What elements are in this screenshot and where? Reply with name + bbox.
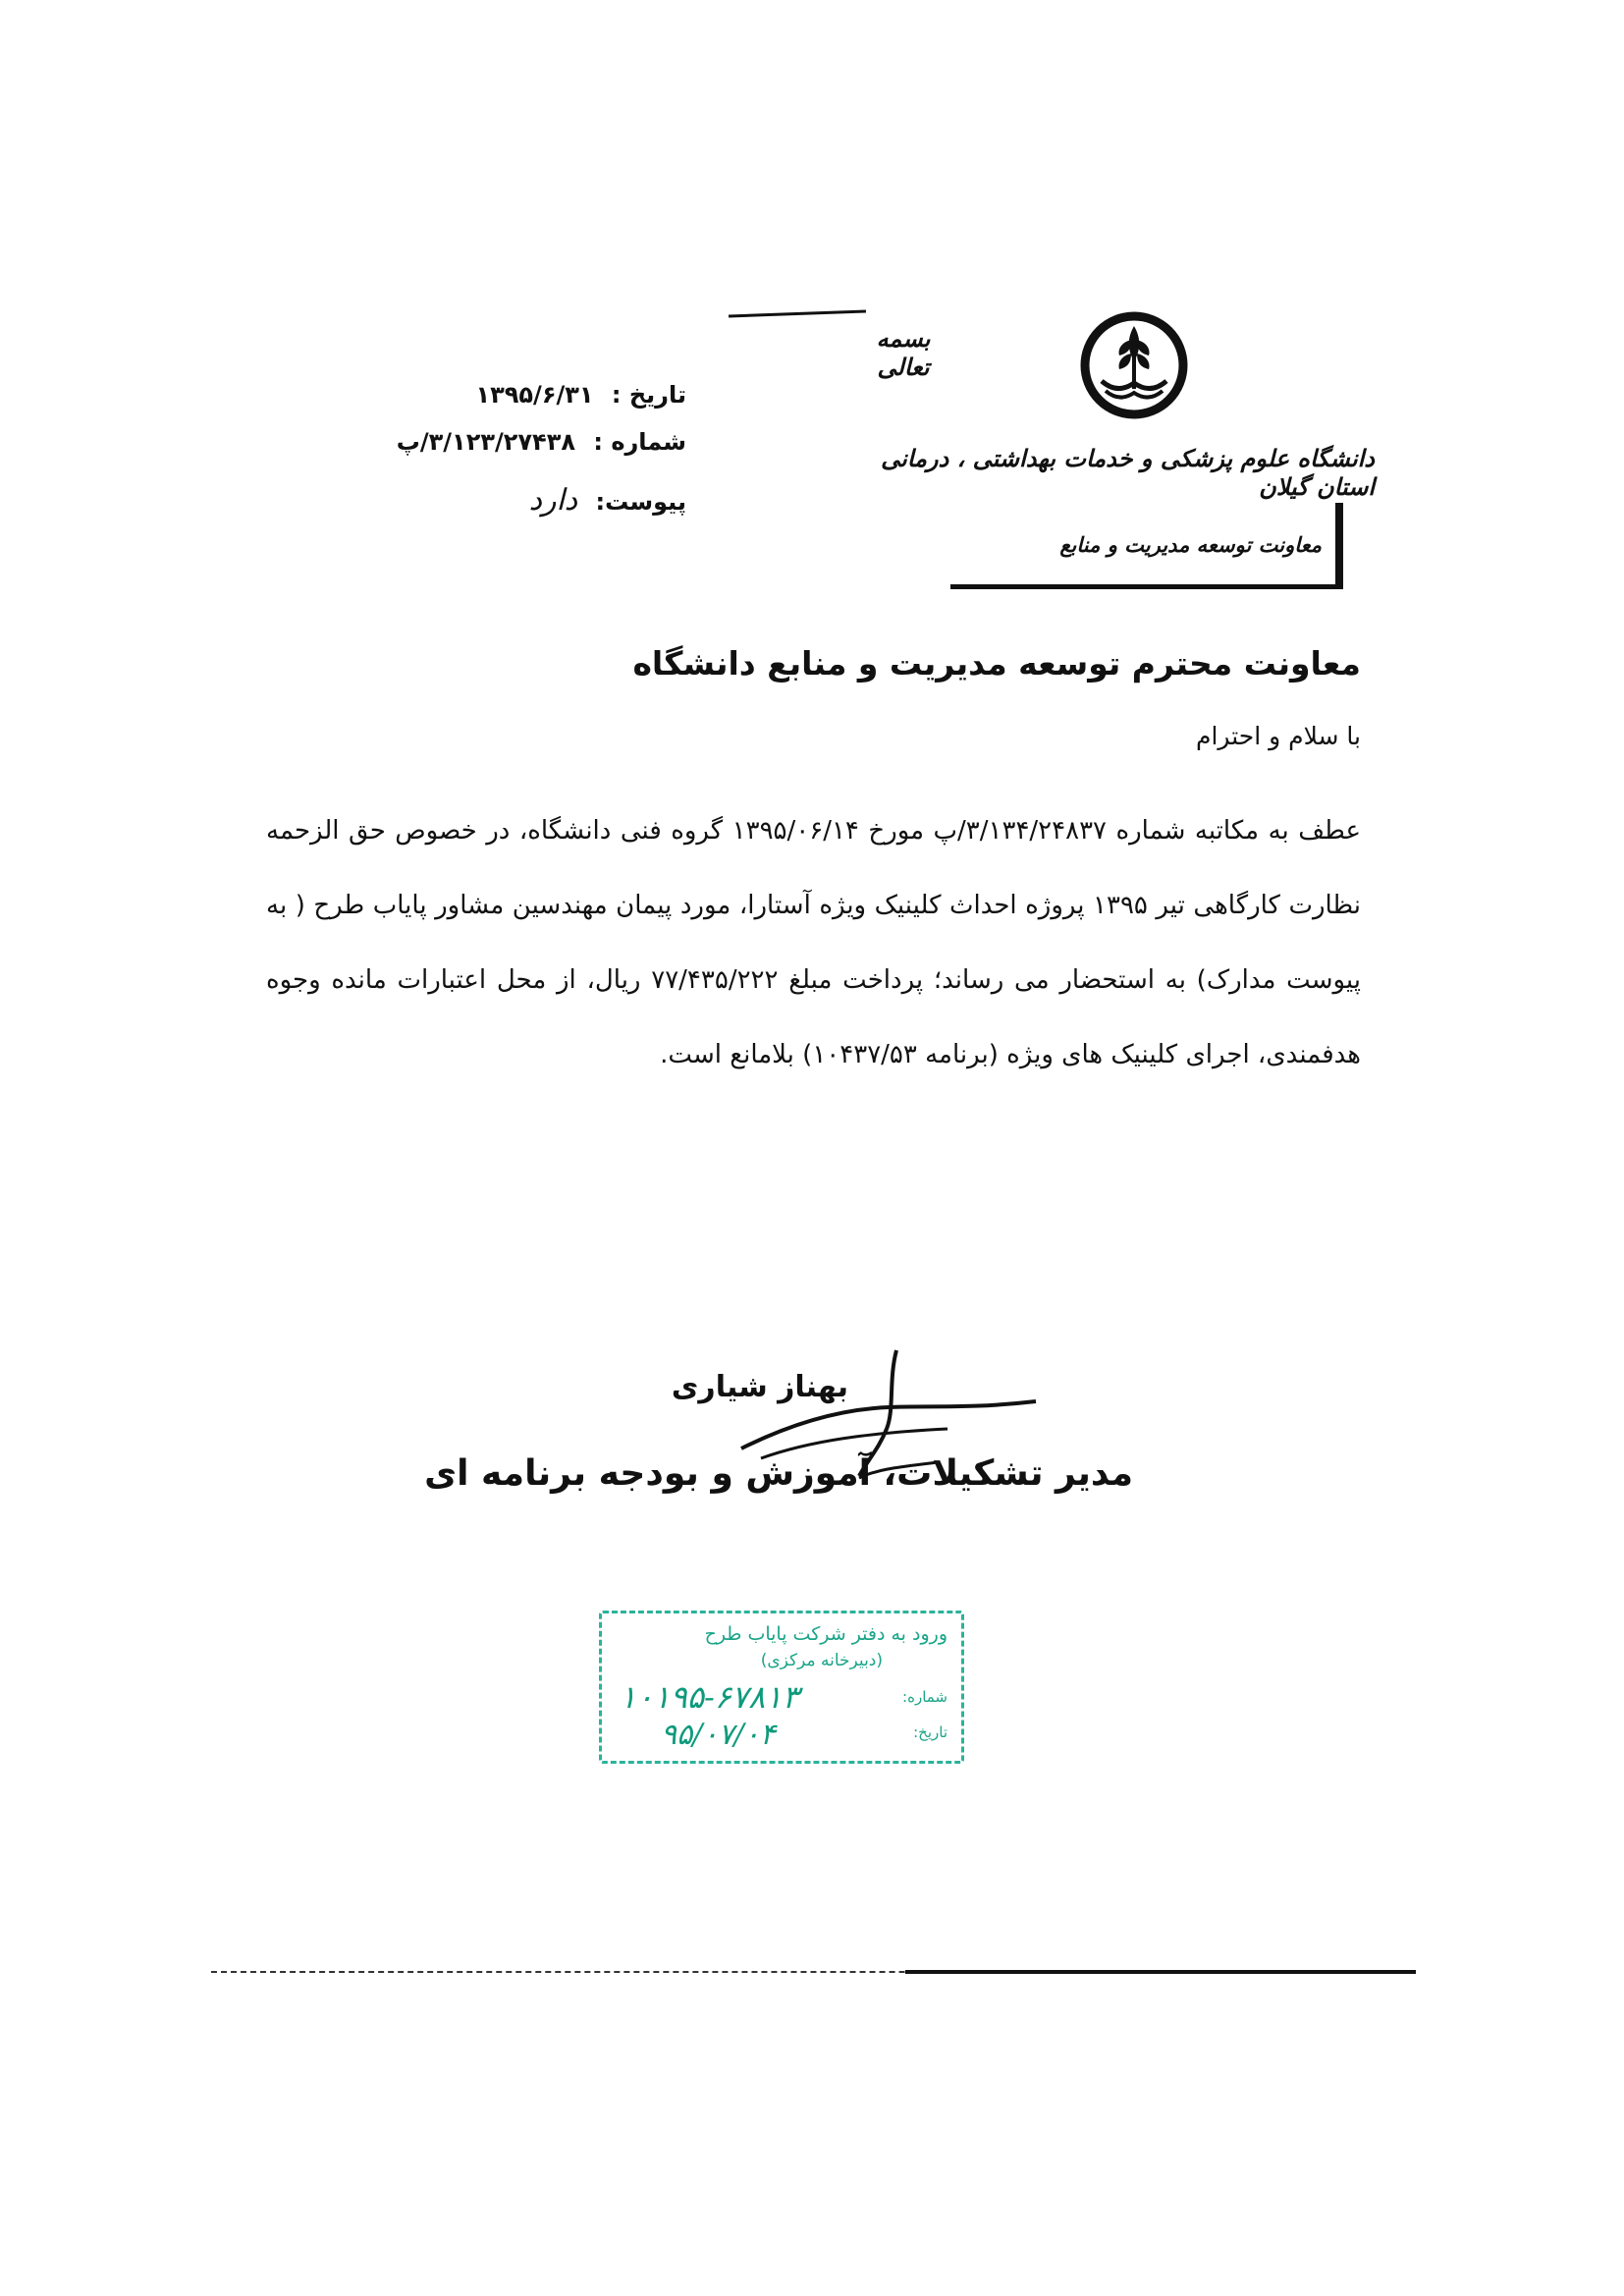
number-label: شماره : [593,428,686,456]
university-logo-icon [1070,304,1198,442]
reception-stamp [599,1611,964,1764]
university-name: دانشگاه علوم پزشکی و خدمات بهداشتی ، درمانی استان گیلان [881,444,1375,501]
stamp-date-value: ۹۵/۰۷/۰۴ [661,1718,776,1752]
date-value: ۱۳۹۵/۶/۳۱ [475,381,594,409]
footer-rule-solid [905,1970,1416,1974]
footer-rule [211,1971,1416,1977]
reference-attachment [274,483,686,518]
signer-name: بهناز شیاری [671,1370,848,1404]
date-label: تاریخ : [611,381,686,409]
department-box-bar [1335,503,1343,589]
besmellah-text: بسمه تعالی [876,324,931,381]
attachment-label: پیوست: [595,488,686,516]
stamp-subtitle: (دبیرخانه مرکزی) [760,1651,883,1670]
department-box-underline [950,584,1343,589]
attachment-value: دارد [528,483,578,518]
letter-body: عطف به مکاتبه شماره ۳/۱۳۴/۲۴۸۳۷/پ مورخ ۱۳۹۵/۰۶/۱۴ گروه فنی دانشگاه، در خصوص حق الزحمه نظارت کارگاهی تیر ۱۳۹۵ پروژه احداث کلینیک ویژه آستارا، مورد پیمان مهندسین مشاور پایاب طرح ( به پیوست مدارک) به استحضار می رساند؛ پرداخت مبلغ ۷۷/۴۳۵/۲۲۲ ریال، از محل اعتبارات مانده وجوه هدفمندی، اجرای کلینیک های ویژه (برنامه ۱۰۴۳۷/۵۳) بلامانع است. [266,816,1362,1069]
department-name: معاونت توسعه مدیریت و منابع [1059,532,1322,557]
reference-date [274,381,686,409]
stamp-title: ورود به دفتر شرکت پایاب طرح [704,1623,947,1645]
letter-greeting: با سلام و احترام [1196,722,1361,750]
stamp-number-value: ۱۰۱۹۵-۶۷۸۱۳ [620,1678,799,1716]
stamp-date-label: تاریخ: [913,1723,947,1741]
signer-title: مدیر تشکیلات، آموزش و بودجه برنامه ای [424,1453,1133,1494]
stamp-number-label: شماره: [902,1688,947,1706]
letter-addressee: معاونت محترم توسعه مدیریت و منابع دانشگاه [632,644,1361,683]
number-value: ۳/۱۲۳/۲۷۴۳۸/پ [396,428,575,456]
department-box [950,503,1343,589]
reference-number [274,428,686,456]
header-dash-line [729,310,866,318]
